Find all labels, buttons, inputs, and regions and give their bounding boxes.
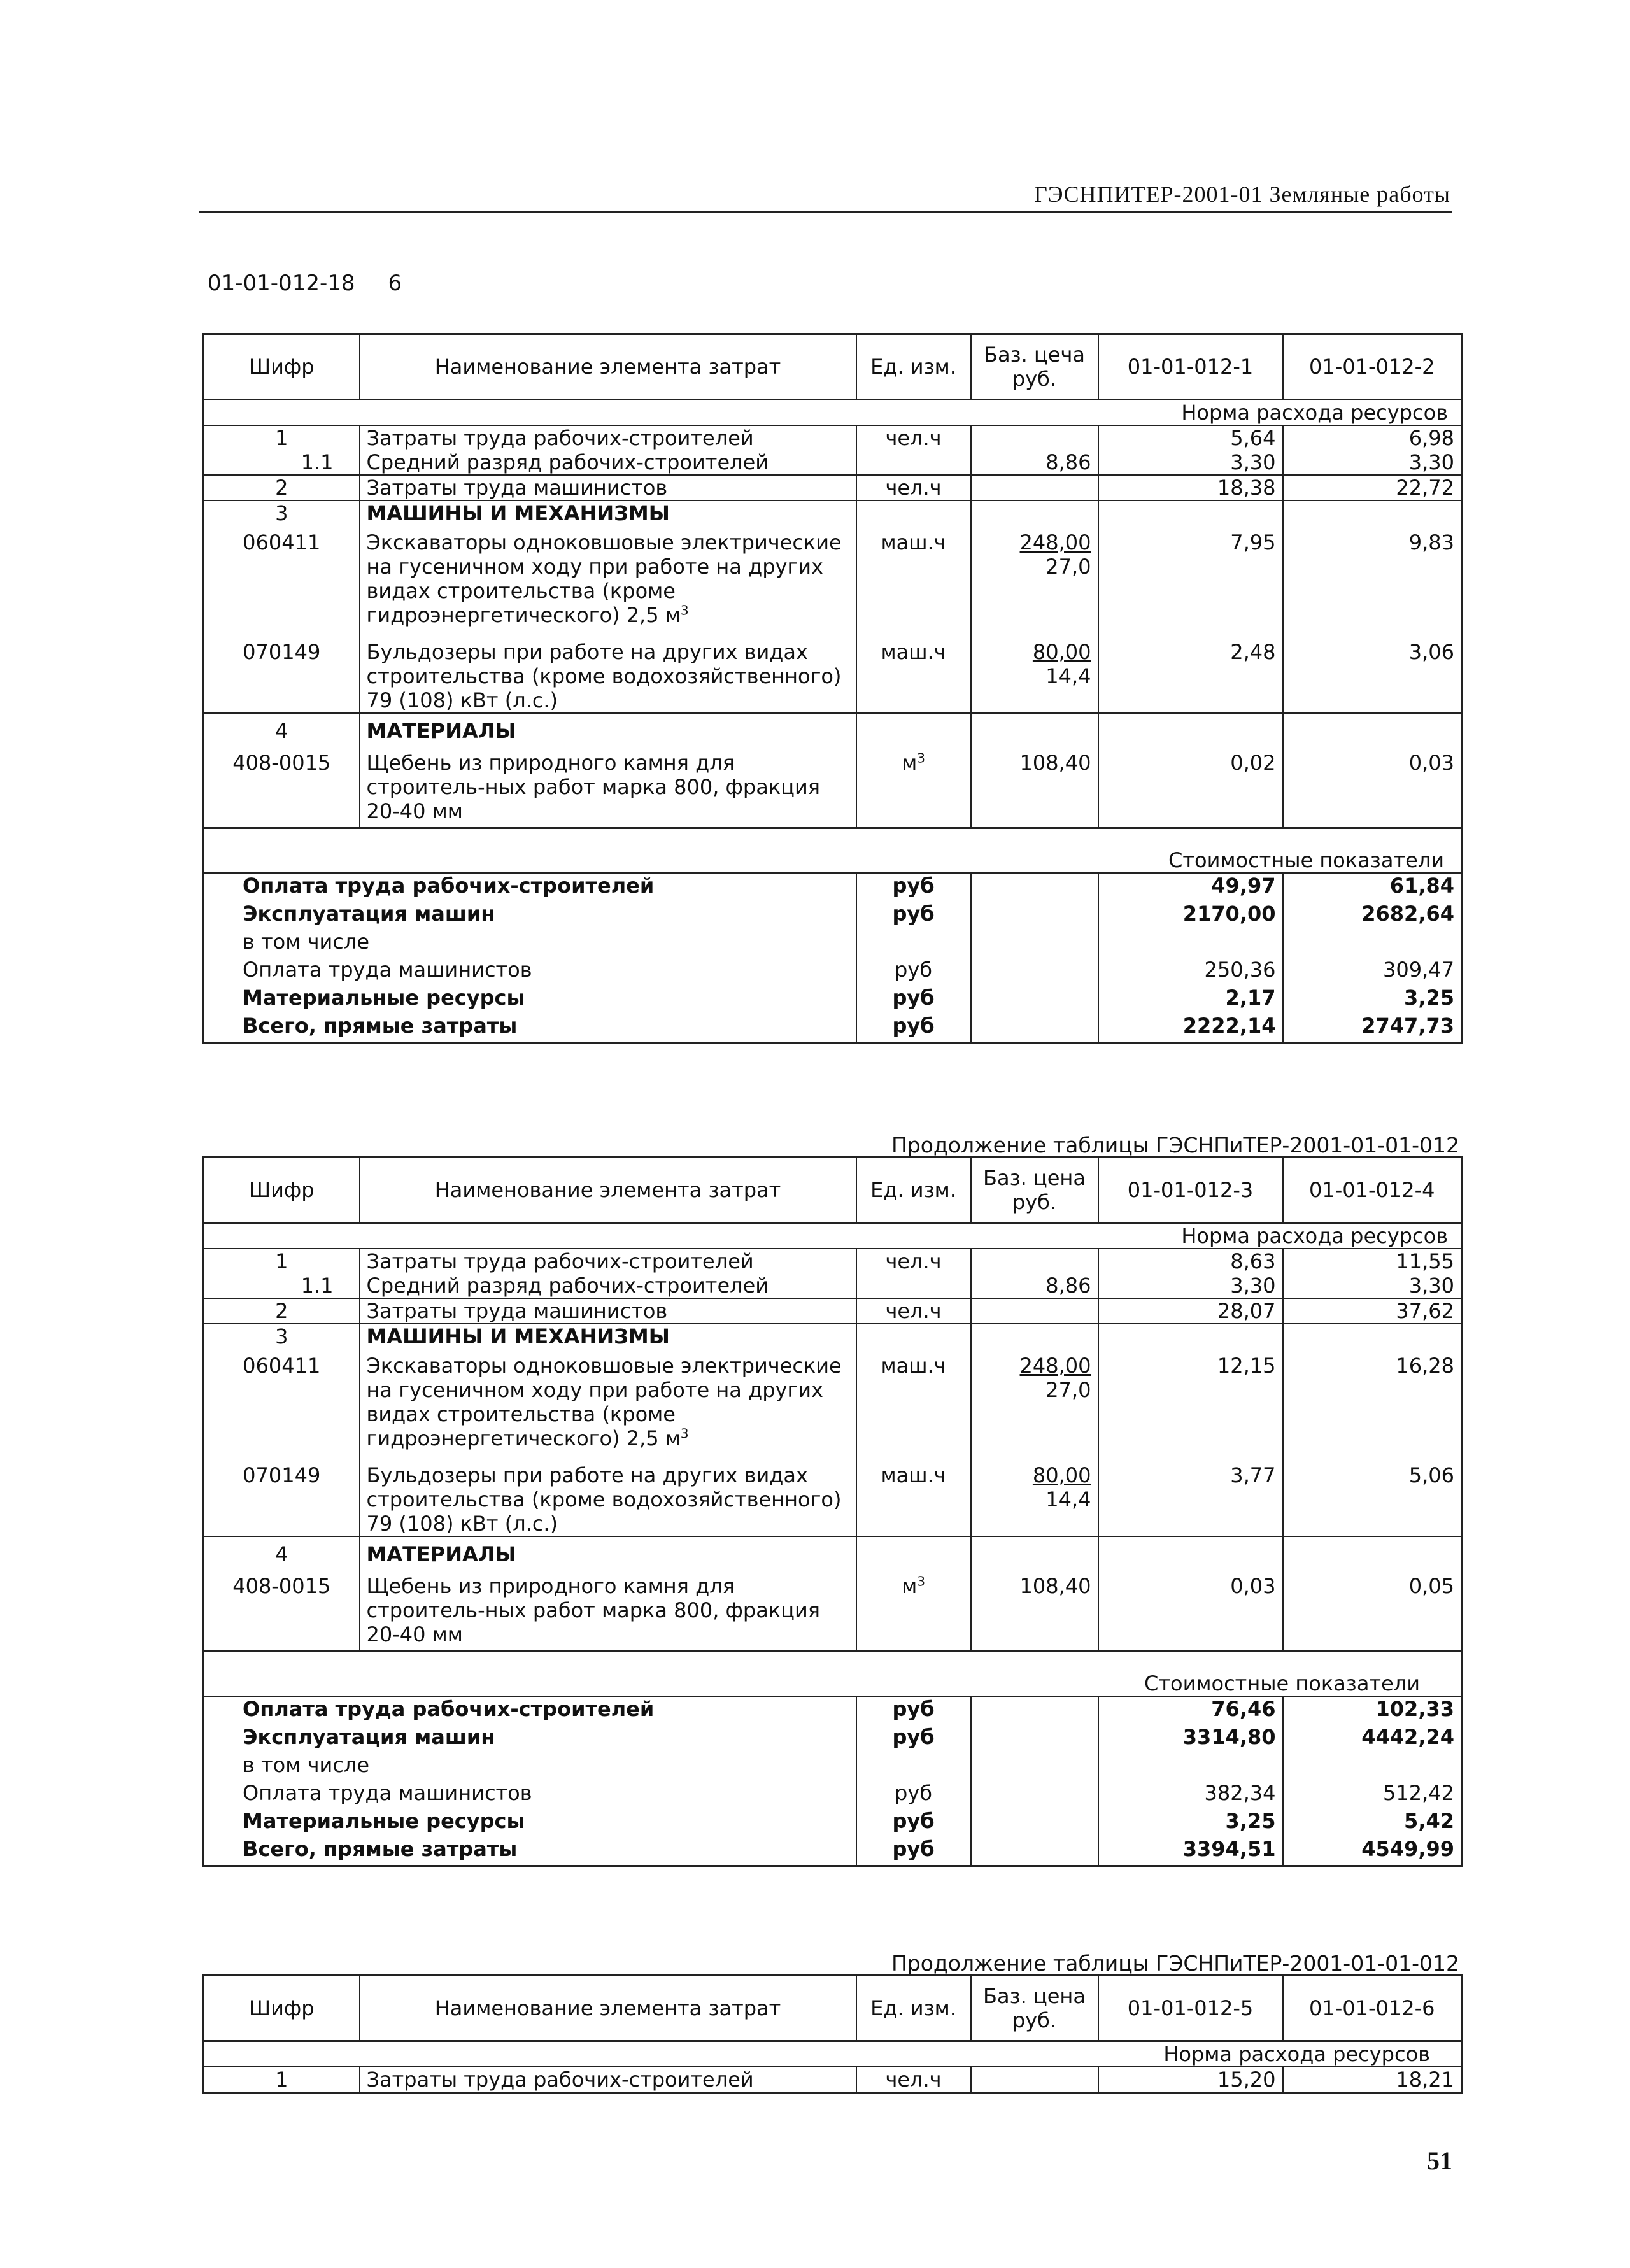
row-value-a: 3,30 [1098,450,1283,475]
row-code: 070149 [204,627,360,713]
row-value-a: 18,38 [1098,475,1283,500]
col-unit-header: Ед. изм. [856,1158,971,1223]
norm-label: Норма расхода ресурсов [204,2041,1462,2067]
cost-row [204,1809,1462,1837]
col-b-header: 01-01-012-4 [1283,1158,1462,1223]
col-unit-header: Ед. изм. [856,1976,971,2041]
row-price [971,475,1098,500]
section-row [204,1324,1462,1349]
row-price: 108,40 [971,743,1098,828]
cost-label-text: в том числе [204,930,856,958]
section-row [204,500,1462,525]
row-unit [856,1273,971,1298]
row-value-a: 5,64 [1098,425,1283,450]
row-value-b: 5,06 [1283,1450,1462,1536]
norm-label: Норма расхода ресурсов [204,1223,1462,1249]
cost-unit: руб [856,873,971,902]
row-code: 060411 [204,525,360,627]
table-row [204,475,1462,500]
row-name: Затраты труда машинистов [360,475,856,500]
norm-label: Норма расхода ресурсов [204,400,1462,426]
col-name-header: Наименование элемента затрат [360,1976,856,2041]
cost-row [204,1696,1462,1725]
row-unit: чел.ч [856,1298,971,1324]
cost-label-text: Материальные ресурсы [204,986,856,1014]
col-name-header: Наименование элемента затрат [360,334,856,400]
col-a-header: 01-01-012-1 [1098,334,1283,400]
row-unit: чел.ч [856,475,971,500]
table-row [204,1273,1462,1298]
row-unit: маш.ч [856,525,971,627]
row-value-b: 3,30 [1283,1273,1462,1298]
table-row [204,2067,1462,2093]
row-value-b: 3,30 [1283,450,1462,475]
col-name-header: Наименование элемента затрат [360,1158,856,1223]
cost-row [204,902,1462,930]
row-price [971,1298,1098,1324]
row-name: Щебень из природного камня для строитель-ных работ марка 800, фракция 20-40 мм [360,743,856,828]
row-price: 8,86 [971,450,1098,475]
cubic-superscript: 3 [917,1573,925,1589]
cost-value-b: 309,47 [1283,958,1462,986]
row-value-b: 3,06 [1283,627,1462,713]
row-code: 1 [204,2067,360,2093]
row-code: 1 [204,1249,360,1273]
row-value-a: 8,63 [1098,1249,1283,1273]
norm-label-row [204,2041,1462,2067]
table-row [204,627,1462,713]
table-row [204,1566,1462,1652]
col-code-header: Шифр [204,1158,360,1223]
price-bottom: 14,4 [1045,664,1091,688]
row-price: 8,86 [971,1273,1098,1298]
row-value-a: 12,15 [1098,1349,1283,1450]
row-unit: чел.ч [856,2067,971,2093]
row-price [971,1249,1098,1273]
cost-label-text: Всего, прямые затраты [204,1014,856,1043]
table-header-row [204,334,1462,400]
table-row [204,1349,1462,1450]
row-price: 108,40 [971,1566,1098,1652]
row-value-b: 16,28 [1283,1349,1462,1450]
row-unit: маш.ч [856,1349,971,1450]
section-row [204,713,1462,743]
price-top: 248,00 [1019,530,1091,555]
cost-label-row [204,828,1462,874]
row-price [971,2067,1098,2093]
row-unit: маш.ч [856,627,971,713]
row-name: Средний разряд рабочих-строителей [360,450,856,475]
table-row [204,1249,1462,1273]
row-code: 2 [204,1298,360,1324]
table-row [204,525,1462,627]
cost-value-b: 61,84 [1283,873,1462,902]
row-unit: м [902,1574,918,1598]
cost-value-a: 2,17 [1098,986,1283,1014]
row-value-a: 0,03 [1098,1566,1283,1652]
cubic-superscript: 3 [917,750,925,766]
cost-label: Стоимостные показатели [204,828,1462,874]
cost-unit: руб [856,1809,971,1837]
continuation-caption: Продолжение таблицы ГЭСНПиТЕР-2001-01-01-012 [891,1951,1459,1976]
row-code: 1.1 [204,450,360,475]
price-top: 248,00 [1019,1354,1091,1378]
table-header-row [204,1976,1462,2041]
cost-unit: руб [856,1014,971,1043]
row-value-a: 15,20 [1098,2067,1283,2093]
cost-value-a: 49,97 [1098,873,1283,902]
cost-value-a: 3314,80 [1098,1725,1283,1753]
col-price-header: Баз. цеча руб. [971,334,1098,400]
code-range-line [208,271,402,296]
row-value-b: 9,83 [1283,525,1462,627]
row-value-a: 2,48 [1098,627,1283,713]
norms-table-3 [202,1974,1463,2094]
row-name: Затраты труда рабочих-строителей [360,1249,856,1273]
cost-row [204,1725,1462,1753]
row-unit [856,450,971,475]
cost-row [204,986,1462,1014]
row-code: 070149 [204,1450,360,1536]
col-code-header: Шифр [204,334,360,400]
row-unit: чел.ч [856,1249,971,1273]
page-number: 51 [1427,2146,1452,2175]
cost-unit: руб [856,1725,971,1753]
header-rule [199,211,1452,213]
cost-label-text: Материальные ресурсы [204,1809,856,1837]
row-name: Затраты труда рабочих-строителей [360,425,856,450]
cost-label-text: Оплата труда машинистов [204,958,856,986]
cost-label-text: Всего, прямые затраты [204,1837,856,1866]
price-bottom: 14,4 [1045,1487,1091,1512]
row-value-a: 28,07 [1098,1298,1283,1324]
row-value-a: 3,77 [1098,1450,1283,1536]
row-name: Средний разряд рабочих-строителей [360,1273,856,1298]
row-name: Затраты труда машинистов [360,1298,856,1324]
cost-value-b: 5,42 [1283,1809,1462,1837]
row-name: Экскаваторы одноковшовые электрические на гусеничном ходу при работе на других видах строительства (кроме гидроэнергетического) 2,5 м [366,530,842,627]
norm-label-row [204,400,1462,426]
cost-value-b: 4549,99 [1283,1837,1462,1866]
table-row [204,1450,1462,1536]
cost-label-row [204,1652,1462,1697]
row-value-a: 7,95 [1098,525,1283,627]
cost-row [204,873,1462,902]
row-value-b: 0,05 [1283,1566,1462,1652]
section-title: МАТЕРИАЛЫ [360,1536,856,1566]
cost-row [204,1781,1462,1809]
row-code: 408-0015 [204,1566,360,1652]
cost-value-b: 2747,73 [1283,1014,1462,1043]
row-unit: м [902,751,918,775]
row-code: 3 [204,500,360,525]
cost-value-a: 382,34 [1098,1781,1283,1809]
cost-value-b: 3,25 [1283,986,1462,1014]
cost-label-text: Эксплуатация машин [204,1725,856,1753]
row-name: Экскаваторы одноковшовые электрические на гусеничном ходу при работе на других видах строительства (кроме гидроэнергетического) 2,5 м [366,1354,842,1450]
row-value-b: 37,62 [1283,1298,1462,1324]
row-value-a: 0,02 [1098,743,1283,828]
cost-unit: руб [856,1696,971,1725]
cost-label-text: Оплата труда машинистов [204,1781,856,1809]
cost-label-text: в том числе [204,1753,856,1781]
row-value-b: 0,03 [1283,743,1462,828]
section-title: МАТЕРИАЛЫ [360,713,856,743]
cost-unit: руб [856,958,971,986]
cost-label-text: Оплата труда рабочих-строителей [204,1696,856,1725]
cost-row [204,1014,1462,1043]
row-code: 4 [204,713,360,743]
norms-table-2 [202,1156,1463,1867]
cost-label-text: Эксплуатация машин [204,902,856,930]
col-code-header: Шифр [204,1976,360,2041]
row-value-a: 3,30 [1098,1273,1283,1298]
cost-value-b: 2682,64 [1283,902,1462,930]
cost-value-b: 512,42 [1283,1781,1462,1809]
row-name: Бульдозеры при работе на других видах строительства (кроме водохозяйственного) 79 (108) кВт (л.с.) [360,1450,856,1536]
table-row [204,450,1462,475]
norms-table-1 [202,333,1463,1044]
code-range: 01-01-012-18 [208,271,355,296]
code-count: 6 [388,271,402,296]
cost-unit: руб [856,1781,971,1809]
cost-value-a: 3,25 [1098,1809,1283,1837]
cost-row [204,958,1462,986]
cost-row [204,1837,1462,1866]
row-code: 408-0015 [204,743,360,828]
row-name: Бульдозеры при работе на других видах строительства (кроме водохозяйственного) 79 (108) кВт (л.с.) [360,627,856,713]
col-b-header: 01-01-012-2 [1283,334,1462,400]
row-code: 1 [204,425,360,450]
cost-value-a: 2222,14 [1098,1014,1283,1043]
cost-value-b: 102,33 [1283,1696,1462,1725]
cost-value-a: 250,36 [1098,958,1283,986]
row-value-b: 22,72 [1283,475,1462,500]
price-bottom: 27,0 [1045,1378,1091,1402]
row-code: 3 [204,1324,360,1349]
row-name: Затраты труда рабочих-строителей [360,2067,856,2093]
cost-row [204,930,1462,958]
cost-label: Стоимостные показатели [204,1652,1462,1697]
cost-unit: руб [856,986,971,1014]
continuation-caption: Продолжение таблицы ГЭСНПиТЕР-2001-01-01-012 [891,1133,1459,1158]
cost-value-a: 2170,00 [1098,902,1283,930]
col-a-header: 01-01-012-3 [1098,1158,1283,1223]
col-b-header: 01-01-012-6 [1283,1976,1462,2041]
row-price [971,425,1098,450]
row-value-b: 11,55 [1283,1249,1462,1273]
cubic-superscript: 3 [680,1426,689,1442]
price-top: 80,00 [1032,1463,1091,1487]
cost-label-text: Оплата труда рабочих-строителей [204,873,856,902]
row-unit: маш.ч [856,1450,971,1536]
table-row [204,1298,1462,1324]
row-value-b: 18,21 [1283,2067,1462,2093]
col-price-header: Баз. цена руб. [971,1976,1098,2041]
row-name: Щебень из природного камня для строитель-ных работ марка 800, фракция 20-40 мм [360,1566,856,1652]
cubic-superscript: 3 [680,602,689,618]
col-price-header: Баз. цена руб. [971,1158,1098,1223]
cost-unit: руб [856,902,971,930]
section-row [204,1536,1462,1566]
running-header: ГЭСНПИТЕР-2001-01 Земляные работы [1033,181,1450,207]
row-code: 4 [204,1536,360,1566]
section-title: МАШИНЫ И МЕХАНИЗМЫ [360,1324,856,1349]
section-title: МАШИНЫ И МЕХАНИЗМЫ [360,500,856,525]
cost-row [204,1753,1462,1781]
row-code: 060411 [204,1349,360,1450]
norm-label-row [204,1223,1462,1249]
row-code: 1.1 [204,1273,360,1298]
cost-value-a: 76,46 [1098,1696,1283,1725]
table-row [204,743,1462,828]
col-unit-header: Ед. изм. [856,334,971,400]
price-top: 80,00 [1032,640,1091,664]
price-bottom: 27,0 [1045,555,1091,579]
row-value-b: 6,98 [1283,425,1462,450]
row-code: 2 [204,475,360,500]
cost-unit: руб [856,1837,971,1866]
table-header-row [204,1158,1462,1223]
table-row [204,425,1462,450]
col-a-header: 01-01-012-5 [1098,1976,1283,2041]
cost-value-a: 3394,51 [1098,1837,1283,1866]
row-unit: чел.ч [856,425,971,450]
cost-value-b: 4442,24 [1283,1725,1462,1753]
